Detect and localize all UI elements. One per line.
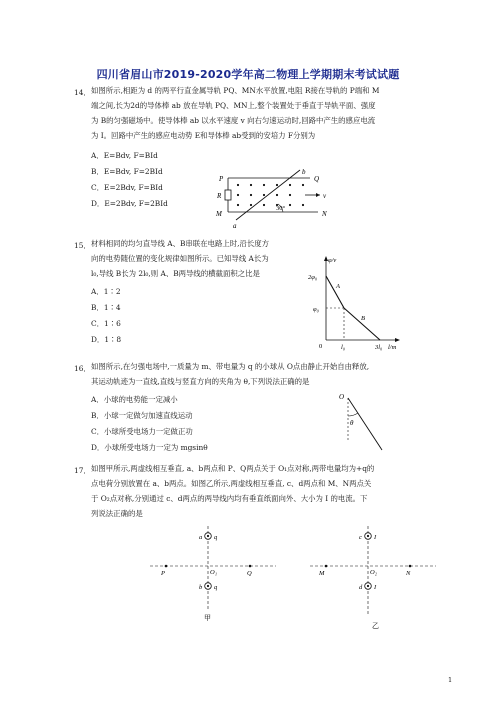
- tick-phi0: φ₀: [313, 306, 319, 313]
- option-b: B．E=Bdv, F=2BId: [91, 167, 163, 176]
- caption-jia: 甲: [204, 614, 211, 622]
- label-charge-q: q: [214, 534, 218, 541]
- label-q: Q: [314, 175, 320, 183]
- question-text-line: 为 B的匀强磁场中。使导体棒 ab 以水平速度 v 向右匀速运动时,回路中产生的感应电流: [91, 116, 376, 125]
- page-number: 1: [448, 676, 453, 684]
- label-wire-a: A: [336, 283, 340, 290]
- tick-3l0: 3l₀: [375, 344, 383, 351]
- segment-a: [326, 276, 344, 308]
- tick-2phi0: 2φ₀: [308, 274, 318, 281]
- option-a: A．小球的电势能一定减小: [91, 395, 178, 404]
- charge-diagram-jia: [146, 524, 280, 624]
- current-diagram-yi: [306, 524, 440, 634]
- point-p: [165, 565, 168, 568]
- label-b: b: [302, 168, 306, 176]
- label-a: a: [199, 534, 203, 541]
- label-theta: θ: [350, 419, 354, 427]
- point-m: [325, 565, 328, 568]
- label-q-point: Q: [247, 570, 252, 577]
- option-d: D．E=2Bdv, F=2BId: [91, 199, 168, 208]
- point-n: [409, 565, 412, 568]
- label-p: P: [161, 570, 165, 577]
- option-a: A．1∶2: [91, 287, 121, 296]
- option-d: D．小球所受电场力一定为 mgsinθ: [91, 443, 208, 452]
- caption-yi: 乙: [372, 622, 379, 630]
- label-d: d: [359, 584, 363, 591]
- label-v: v: [323, 192, 327, 200]
- label-charge-q: q: [214, 584, 218, 591]
- option-c: C．E=2Bdv, F=BId: [91, 183, 163, 192]
- trajectory-diagram: [334, 390, 394, 454]
- question-text-line: 点电荷分别放置在 a、b两点。如图乙所示,两虚线相互垂直, c、d两点和 M、N两点关: [91, 479, 372, 488]
- magnetic-field-dots: [237, 184, 304, 206]
- option-c: C．小球所受电场力一定做正功: [91, 427, 193, 436]
- question-number: 17．: [74, 466, 91, 475]
- point-q: [249, 565, 252, 568]
- y-axis-label: φ/v: [328, 257, 337, 264]
- question-text-line: 于 O₂点对称,分别通过 c、d两点的两导线内均有垂直纸面向外、大小为 I 的电流。下: [91, 494, 368, 503]
- label-m: M: [319, 570, 325, 577]
- question-text-line: l₀,导线 B长为 2l₀,则 A、B两导线的横截面积之比是: [91, 269, 260, 278]
- label-c: c: [359, 534, 362, 541]
- label-current: I: [374, 534, 377, 541]
- question-text-line: 如图所示,在匀强电场中,一质量为 m、带电量为 q 的小球从 O点由静止开始自由释放,: [91, 362, 370, 371]
- label-b: b: [199, 584, 203, 591]
- label-m: M: [216, 210, 222, 218]
- label-a: a: [233, 222, 237, 230]
- option-b: B．1∶4: [91, 303, 121, 312]
- question-text-line: 列说法正确的是: [91, 509, 143, 518]
- label-o1: O₁: [210, 569, 217, 576]
- tick-l0: l₀: [341, 344, 346, 351]
- label-angle: 30°: [276, 205, 286, 212]
- segment-b: [344, 308, 380, 340]
- label-r: R: [217, 192, 222, 200]
- question-text-line: 如图甲所示,两虚线相互垂直, a、b两点和 P、Q两点关于 O₁点对称,两带电量均为+q的: [91, 464, 375, 473]
- origin-label: 0: [319, 343, 323, 350]
- label-o: O: [339, 393, 345, 401]
- label-n: N: [406, 570, 411, 577]
- potential-position-graph: [304, 252, 404, 354]
- x-axis-label: l/m: [388, 344, 397, 351]
- page-title: 四川省眉山市2019-2020学年高二物理上学期期末考试试题: [96, 68, 400, 81]
- label-wire-b: B: [361, 315, 365, 322]
- question-text-line: 向的电势随位置的变化规律如图所示。已知导线 A长为: [91, 254, 269, 263]
- angle-arc: [348, 413, 358, 416]
- label-o2: O₂: [370, 569, 377, 576]
- rail-circuit-diagram: [208, 166, 348, 230]
- question-text-line: 材料相同的均匀直导线 A、B串联在电路上时,沿长度方: [91, 239, 270, 248]
- question-number: 14．: [74, 88, 91, 97]
- label-n: N: [322, 210, 327, 218]
- label-current: I: [374, 584, 377, 591]
- option-d: D．1∶8: [91, 335, 122, 344]
- question-text-line: 其运动轨迹为一直线,直线与竖直方向的夹角为 θ,下列说法正确的是: [91, 377, 310, 386]
- option-c: C．1∶6: [91, 319, 121, 328]
- option-b: B．小球一定做匀加速直线运动: [91, 411, 193, 420]
- question-number: 15．: [74, 241, 91, 250]
- label-p: P: [219, 175, 224, 183]
- question-text-line: 为 I。回路中产生的感应电动势 E和导体棒 ab受到的安培力 F分别为: [91, 131, 316, 140]
- question-number: 16．: [74, 364, 91, 373]
- option-a: A．E=Bdv, F=BId: [91, 151, 158, 160]
- resistor: [225, 190, 231, 200]
- question-text-line: 如图所示,相距为 d 的两平行直金属导轨 PQ、MN水平放置,电阻 R接在导轨的 P端和 M: [91, 86, 380, 95]
- question-text-line: 端之间,长为2d的导体棒 ab 放在导轨 PQ、MN上,整个装置处于垂直于导轨平面、强度: [91, 101, 376, 110]
